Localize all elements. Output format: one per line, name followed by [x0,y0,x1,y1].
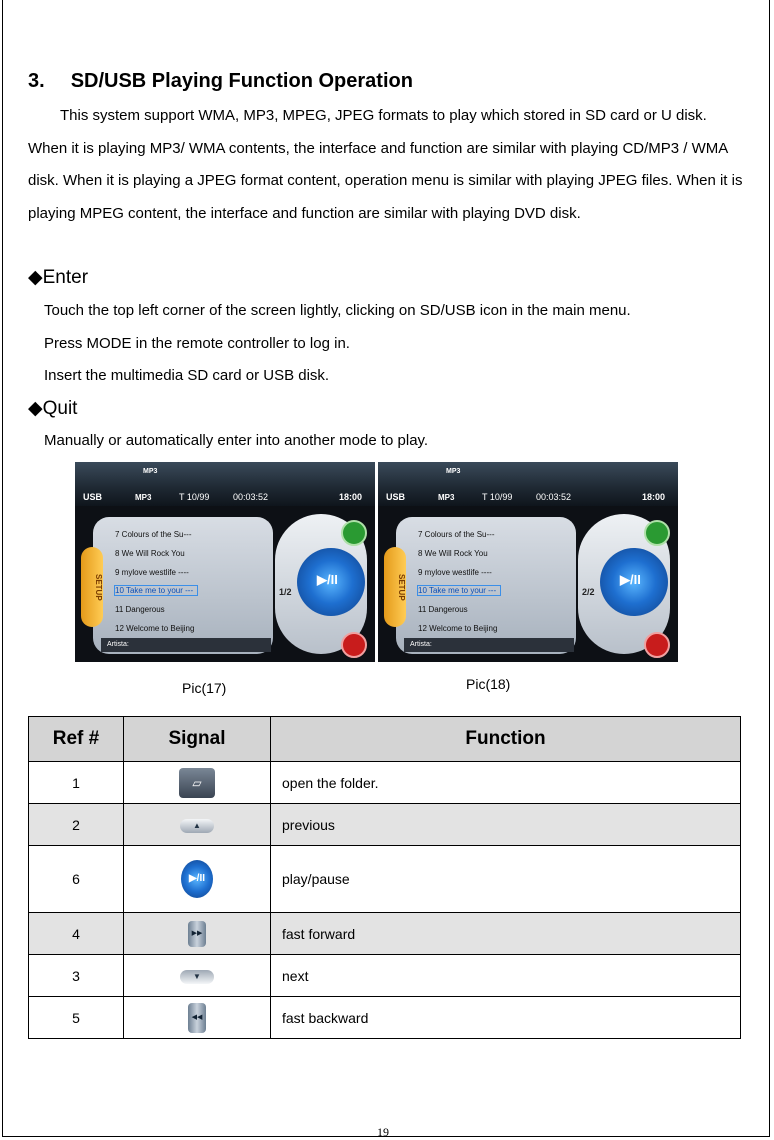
quit-title: ◆Quit [28,398,78,419]
ref-cell: 3 [29,955,124,997]
signal-function-table [28,716,741,1039]
status-bar [75,462,375,506]
table-header-row [29,717,741,762]
track-item[interactable]: 12 Welcome to Beijing [418,624,498,633]
header-function: Function [271,717,741,762]
caption-pic18: Pic(18) [466,676,511,692]
keyboard-icon[interactable] [341,520,367,546]
track-item[interactable]: 9 mylove westlife ---- [418,568,492,577]
function-cell: play/pause [271,846,741,913]
artist-bar: Artista: [404,638,574,652]
track-item-selected[interactable]: 10 Take me to your --- [418,586,500,595]
artist-bar: Artista: [101,638,271,652]
audio-settings-icon[interactable] [644,632,670,658]
table-row [29,913,741,955]
track-item[interactable]: 8 We Will Rock You [418,549,488,558]
track-item[interactable]: 11 Dangerous [418,605,468,614]
play-pause-icon[interactable]: ▶/II [600,548,668,616]
track-info: T 10/99 [482,492,513,502]
section-title: SD/USB Playing Function Operation [70,70,413,92]
function-cell: fast forward [271,913,741,955]
section-heading [28,70,413,93]
track-info: T 10/99 [179,492,210,502]
next-icon: ▼ [180,970,214,984]
quit-line: Manually or automatically enter into another mode to play. [44,432,429,449]
track-item[interactable]: 12 Welcome to Beijing [115,624,195,633]
signal-cell [124,762,271,804]
track-item[interactable]: 11 Dangerous [115,605,165,614]
folder-icon: ▱ [179,768,215,798]
table-row [29,846,741,913]
function-cell: previous [271,804,741,846]
source-label: USB [83,492,103,502]
setup-button[interactable]: SETUP [81,547,103,627]
fast-backward-icon: ◀◀ [188,1003,206,1033]
mode-label: MP3 [438,493,455,502]
page-indicator: 2/2 [582,587,595,597]
track-item[interactable]: 8 We Will Rock You [115,549,185,558]
table-row [29,955,741,997]
play-pause-icon[interactable]: ▶/II [297,548,365,616]
track-item-selected[interactable]: 10 Take me to your --- [115,586,197,595]
page-indicator: 1/2 [279,587,292,597]
status-bar [378,462,678,506]
clock: 18:00 [642,492,666,502]
keyboard-icon[interactable] [644,520,670,546]
mode-label: MP3 [135,493,152,502]
top-mode: MP3 [446,468,461,475]
setup-button[interactable]: SETUP [384,547,406,627]
track-item[interactable]: 9 mylove westlife ---- [115,568,189,577]
enter-line-3: Insert the multimedia SD card or USB disk. [44,367,330,384]
track-item[interactable]: 7 Colours of the Su--- [115,530,192,539]
enter-line-1: Touch the top left corner of the screen lightly, clicking on SD/USB icon in the main menu. [44,302,631,319]
function-cell: open the folder. [271,762,741,804]
screenshot-pic18 [378,462,678,662]
signal-cell [124,955,271,997]
function-cell: fast backward [271,997,741,1039]
source-label: USB [386,492,406,502]
ref-cell: 6 [29,846,124,913]
elapsed-time: 00:03:52 [233,492,269,502]
signal-cell [124,846,271,913]
signal-cell [124,997,271,1039]
section-number: 3. [28,70,45,92]
elapsed-time: 00:03:52 [536,492,572,502]
top-mode: MP3 [143,468,158,475]
audio-settings-icon[interactable] [341,632,367,658]
signal-cell [124,913,271,955]
ref-cell: 5 [29,997,124,1039]
fast-forward-icon: ▶▶ [188,921,206,947]
ref-cell: 4 [29,913,124,955]
table-row [29,762,741,804]
table-row [29,997,741,1039]
header-ref: Ref # [29,717,124,762]
signal-cell [124,804,271,846]
table-row [29,804,741,846]
intro-text: This system support WMA, MP3, MPEG, JPEG formats to play which stored in SD card or U disk. When it is playing MP3/ WMA contents, the interface and function are similar with playing CD/MP3 / WMA disk. When it is playing a JPEG format content, operation menu is similar with playing JPEG files. When it is playing MPEG content, the interface and function are similar with playing DVD disk. [28,107,743,222]
enter-title: ◆Enter [28,267,89,288]
intro-paragraph [28,100,744,230]
ref-cell: 2 [29,804,124,846]
enter-line-2: Press MODE in the remote controller to log in. [44,335,350,352]
previous-icon: ▲ [180,819,214,833]
screenshot-pic17 [75,462,375,662]
page-number: 19 [377,1125,389,1139]
caption-pic17: Pic(17) [182,680,227,696]
track-item[interactable]: 7 Colours of the Su--- [418,530,495,539]
ref-cell: 1 [29,762,124,804]
function-cell: next [271,955,741,997]
header-signal: Signal [124,717,271,762]
play-pause-icon: ▶/II [181,860,213,898]
clock: 18:00 [339,492,363,502]
